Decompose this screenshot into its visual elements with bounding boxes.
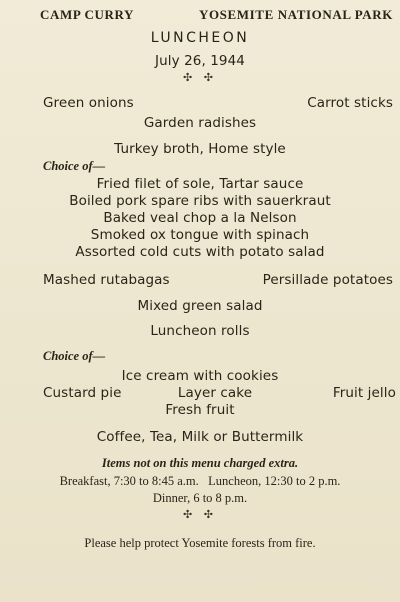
entree-item: Boiled pork spare ribs with sauerkraut bbox=[69, 193, 331, 209]
entree-item: Assorted cold cuts with potato salad bbox=[75, 244, 325, 260]
soup-item: Turkey broth, Home style bbox=[114, 141, 286, 157]
entree-item: Fried filet of sole, Tartar sauce bbox=[96, 176, 304, 192]
relish-garden-radishes: Garden radishes bbox=[143, 115, 257, 131]
entree-item: Baked veal chop a la Nelson bbox=[103, 210, 297, 226]
ornament-bottom: ✣ ✣ bbox=[183, 508, 217, 521]
side-mashed-rutabagas: Mashed rutabagas bbox=[43, 272, 170, 288]
entree-choice-label: Choice of— bbox=[43, 159, 106, 173]
dessert-fruit-jello: Fruit jello bbox=[332, 385, 396, 401]
hours-dinner: Dinner, 6 to 8 p.m. bbox=[152, 491, 248, 505]
header-yosemite: YOSEMITE NATIONAL PARK bbox=[198, 7, 393, 22]
meal-title: LUNCHEON bbox=[150, 30, 250, 46]
bread-item: Luncheon rolls bbox=[150, 323, 250, 339]
relish-green-onions: Green onions bbox=[43, 95, 134, 111]
relish-carrot-sticks: Carrot sticks bbox=[307, 95, 393, 111]
salad-item: Mixed green salad bbox=[137, 298, 263, 314]
dessert-fresh-fruit: Fresh fruit bbox=[165, 402, 235, 418]
header-camp-curry: CAMP CURRY bbox=[40, 7, 135, 22]
dessert-ice-cream: Ice cream with cookies bbox=[121, 368, 279, 384]
extra-charge-note: Items not on this menu charged extra. bbox=[101, 456, 299, 470]
entree-item: Smoked ox tongue with spinach bbox=[90, 227, 310, 243]
hours-line: Breakfast, 7:30 to 8:45 a.m. Luncheon, 12:30 to 2 p.m. bbox=[59, 474, 341, 488]
dessert-custard-pie: Custard pie bbox=[43, 385, 122, 401]
side-persillade-potatoes: Persillade potatoes bbox=[262, 272, 393, 288]
dessert-choice-label: Choice of— bbox=[43, 349, 106, 363]
beverages-item: Coffee, Tea, Milk or Buttermilk bbox=[96, 429, 304, 445]
menu-date: July 26, 1944 bbox=[155, 53, 245, 69]
ornament-top: ✣ ✣ bbox=[183, 71, 217, 84]
dessert-layer-cake: Layer cake bbox=[177, 385, 253, 401]
fire-notice: Please help protect Yosemite forests from fire. bbox=[84, 536, 316, 550]
